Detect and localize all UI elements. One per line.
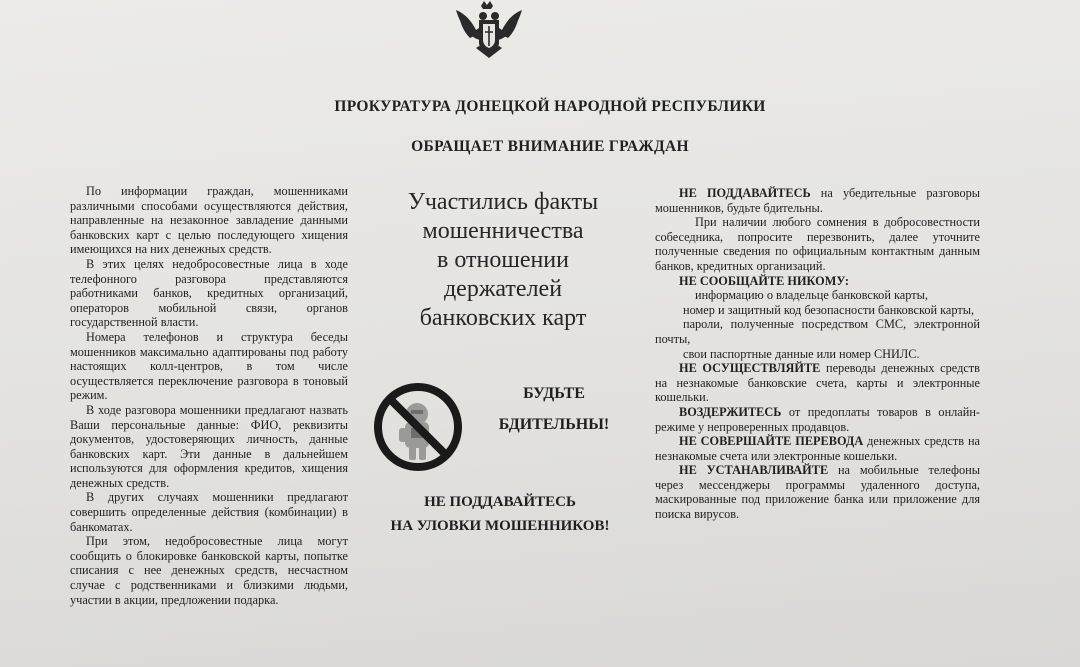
advice-list-item: информацию о владельце банковской карты,: [695, 288, 928, 303]
advice-block: [655, 405, 980, 434]
advice-list-item: свои паспортные данные или номер СНИЛС.: [683, 346, 920, 361]
beware-line: БУДЬТЕ: [523, 385, 585, 402]
left-paragraph: В этих целях недобросовестные лица в ходе телефонного разговора представляются работниками банков, кредитных организаций, операторов мобильной связи, органов государственной власти.: [70, 256, 348, 330]
advice-block: [655, 361, 980, 405]
left-paragraph: Номера телефонов и структура беседы мошенников максимально адаптированы под работу настоящих колл-центров, в том числе осуществляется переключение разговора в тоновый режим.: [70, 329, 348, 403]
advice-text: от предоплаты товаров в онлайн-режиме у непроверенных продавцов.: [655, 404, 980, 434]
headline-line: банковских карт: [419, 305, 587, 331]
advice-text: денежных средств на незнакомые счета или электронные кошельки.: [655, 434, 980, 463]
advice-heading: ВОЗДЕРЖИТЕСЬ: [679, 404, 782, 419]
advice-list-item: номер и защитный код безопасности банковской карты,: [683, 302, 975, 317]
headline-line: в отношении: [436, 247, 569, 273]
page-subtitle: ОБРАЩАЕТ ВНИМАНИЕ ГРАЖДАН: [411, 138, 689, 155]
advice-text: переводы денежных средств на незнакомые банковские счета, карты и электронные кошельки.: [655, 361, 980, 405]
beware-heading: [474, 378, 634, 440]
double-headed-eagle-emblem: [452, 0, 526, 66]
left-column: [70, 184, 348, 607]
advice-heading: НЕ ОСУЩЕСТВЛЯЙТЕ: [679, 361, 821, 376]
advice-block: [655, 463, 980, 521]
left-paragraph: В других случаях мошенники предлагают совершить определенные действия (комбинации) в банкоматах.: [70, 490, 348, 534]
advice-text: на убедительные разговоры мошенников, будьте бдительны.: [655, 186, 980, 215]
advice-heading: НЕ УСТАНАВЛИВАЙТЕ: [679, 463, 829, 478]
headline-line: Участились факты: [407, 189, 599, 215]
center-warning: [360, 490, 640, 538]
prohibition-sign-icon: [371, 380, 465, 474]
advice-heading: НЕ ПОДДАВАЙТЕСЬ: [679, 186, 811, 200]
warning-line: НЕ ПОДДАВАЙТЕСЬ: [424, 494, 576, 510]
advice-text: на мобильные телефоны через мессенджеры программы удаленного доступа, маскированные под приложение банка или приложение для поиска вирусов.: [655, 463, 981, 522]
advice-text: При наличии любого сомнения в добросовестности собеседника, попросите перезвонить, далее уточните полученные сведения по официальным контактным данным банков, кредитных организаций.: [655, 215, 980, 273]
advice-block: [655, 274, 980, 289]
advice-block: [655, 186, 980, 215]
headline-line: мошенничества: [422, 218, 584, 244]
right-column: [655, 186, 980, 522]
page-title: ПРОКУРАТУРА ДОНЕЦКОЙ НАРОДНОЙ РЕСПУБЛИКИ: [334, 98, 766, 115]
beware-line: БДИТЕЛЬНЫ!: [498, 416, 610, 433]
left-paragraph: По информации граждан, мошенниками различными способами осуществляются действия, направленные на незаконное завладение данными банковских карт с целью последующего хищения имеющихся на них денежных средств.: [70, 184, 348, 257]
headline-line: держателей: [443, 276, 563, 302]
advice-block: [655, 434, 980, 463]
center-headline: [372, 188, 634, 333]
advice-list-item: пароли, полученные посредством СМС, электронной почты,: [655, 317, 980, 346]
advice-heading: НЕ СООБЩАЙТЕ НИКОМУ: [679, 273, 845, 288]
advice-heading: НЕ СОВЕРШАЙТЕ ПЕРЕВОДА: [679, 434, 864, 449]
left-paragraph: При этом, недобросовестные лица могут сообщить о блокировке банковской карты, попытке списания с нее денежных средств, несчастном случае с родственниками и близкими людьми, участии в акции, предложении подарка.: [70, 534, 348, 607]
left-paragraph: В ходе разговора мошенники предлагают назвать Ваши персональные данные: ФИО, реквизиты документов, удостоверяющих личность, данные банковских карт. Эти данные в дальнейшем используются для оформления кредитов, хищения денежных средств.: [70, 402, 348, 490]
warning-line: НА УЛОВКИ МОШЕННИКОВ!: [390, 518, 610, 534]
advice-colon: :: [844, 273, 849, 288]
